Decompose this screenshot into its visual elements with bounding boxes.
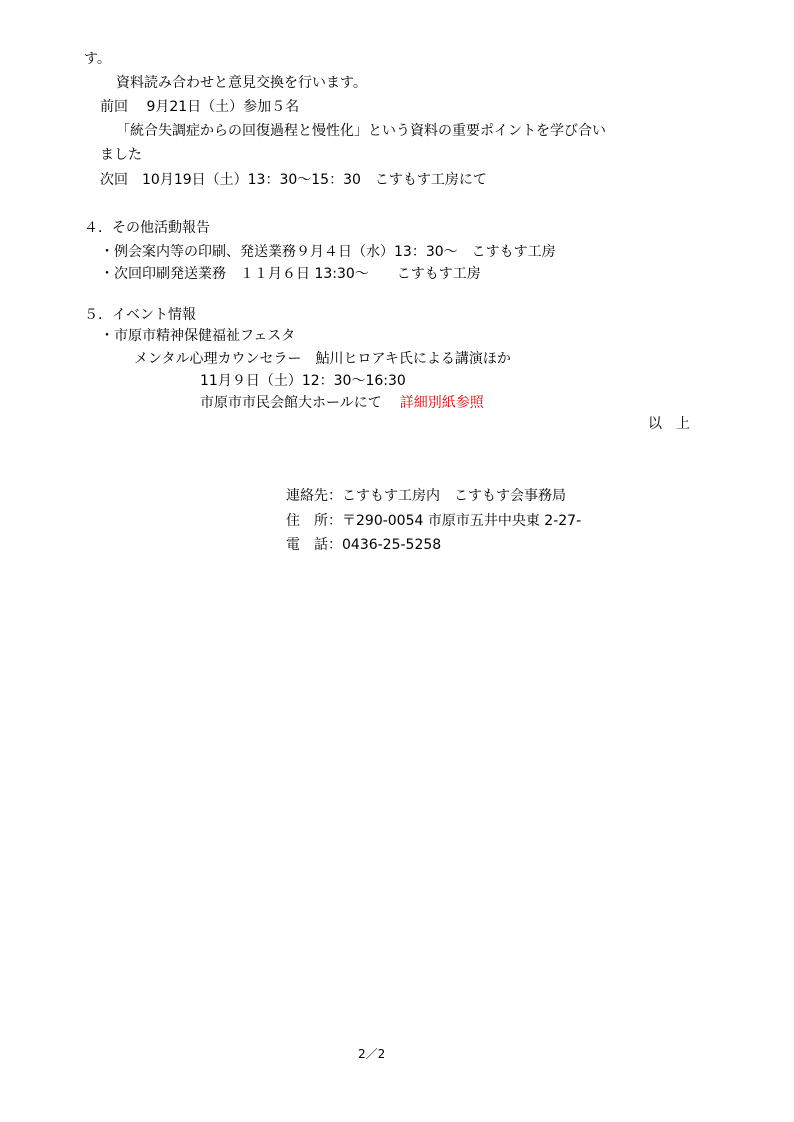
continuation-text: す。 bbox=[84, 51, 111, 67]
study-previous-topic-end: ました bbox=[100, 147, 142, 163]
study-previous-topic: 「統合失調症からの回復過程と慢性化」という資料の重要ポイントを学び合い bbox=[116, 123, 606, 139]
event-lecture: メンタル心理カウンセラー 鮎川ヒロアキ氏による講演ほか bbox=[134, 351, 511, 367]
study-next: 次回 10月19日（土）13：30～15：30 こすもす工房にて bbox=[100, 172, 487, 188]
contact-organization: 連絡先：こすもす工房内 こすもす会事務局 bbox=[286, 488, 566, 504]
event-venue-line bbox=[200, 394, 484, 412]
page-number: 2／2 bbox=[358, 1047, 386, 1061]
section-4-item-2: ・次回印刷発送業務 １１月６日 13:30～ こすもす工房 bbox=[100, 266, 481, 282]
section-4-item-1: ・例会案内等の印刷、発送業務９月４日（水）13：30～ こすもす工房 bbox=[100, 244, 556, 260]
section-4-heading: ４．その他活動報告 bbox=[84, 220, 210, 236]
event-details-note: 詳細別紙参照 bbox=[399, 395, 484, 411]
study-previous: 前回 9月21日（土）参加５名 bbox=[100, 99, 300, 115]
section-5-heading: ５．イベント情報 bbox=[84, 307, 196, 323]
event-datetime: 11月９日（土）12：30～16:30 bbox=[200, 373, 406, 389]
closing-mark: 以 上 bbox=[648, 416, 690, 432]
contact-address: 住 所：〒290-0054 市原市五井中央東 2-27- bbox=[286, 513, 582, 529]
event-name: ・市原市精神保健福祉フェスタ bbox=[100, 328, 296, 344]
contact-phone: 電 話：0436-25-5258 bbox=[286, 537, 442, 553]
study-intro: 資料読み合わせと意見交換を行います。 bbox=[116, 75, 367, 91]
event-venue: 市原市市民会館大ホールにて bbox=[200, 395, 382, 411]
